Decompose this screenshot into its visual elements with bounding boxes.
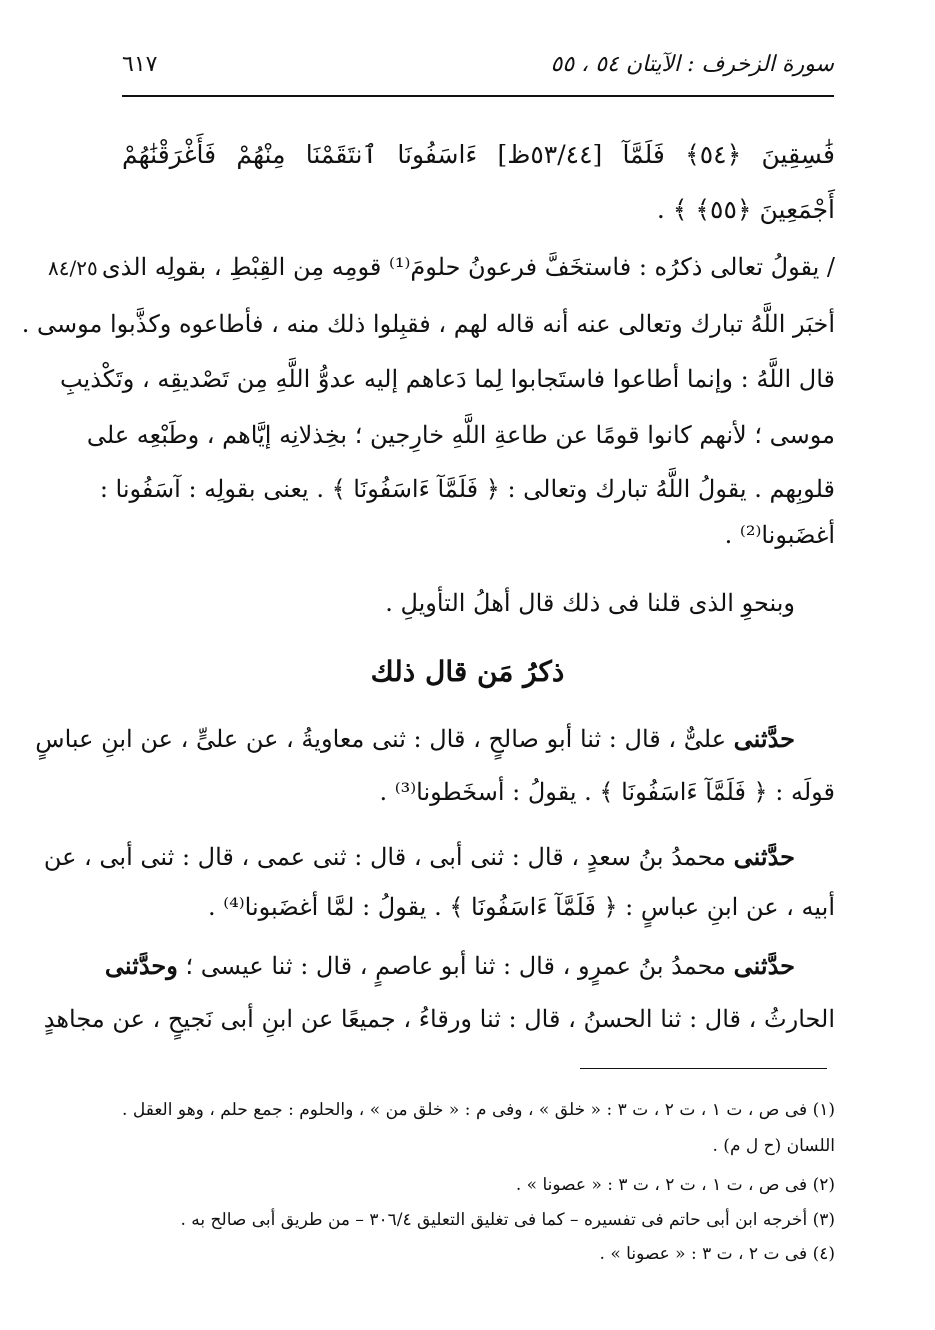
paragraph-line: قال اللَّهُ : وإنما أطاعوا فاستَجابوا لِما دَعاهم إليه عدوُّ اللَّهِ مِن تَصْديقِه ، وتَكْذيبِ [59, 365, 835, 393]
narration-opening: وحدَّثنى [104, 951, 178, 980]
page-header [122, 48, 834, 88]
footnote-line: (٤) فى ت ٢ ، ت ٣ : « عصونا » . [599, 1244, 835, 1264]
margin-page-marker: ٨٤/٢٥ [48, 256, 98, 280]
paragraph-line: موسى ؛ لأنهم كانوا قومًا عن طاعةِ اللَّهِ خارِجين ؛ بخِذلانِه إيَّاهم ، وطَبْعِه على [86, 421, 835, 449]
footnote-line: (٢) فى ص ، ت ١ ، ت ٢ ، ت ٣ : « عصونا » . [515, 1175, 835, 1195]
footnote-line: اللسان (ح ل م) . [712, 1136, 835, 1156]
header-divider [122, 95, 834, 97]
footnote-line: (١) فى ص ، ت ١ ، ت ٢ ، ت ٣ : « خلق » ، وفى م : « خلق من » ، والحلوم : جمع حلم ، وهو العقل . [122, 1100, 835, 1120]
paragraph-line: أخبَر اللَّهُ تبارك وتعالى عنه أنه قاله لهم ، فقبِلوا ذلك منه ، فأطاعوه وكذَّبوا موسى . [21, 310, 835, 338]
footnote-divider [580, 1068, 827, 1069]
surah-title: سورة الزخرف : الآيتان ٥٤ ، ٥٥ [550, 52, 834, 77]
paragraph-line: / يقولُ تعالى ذكرُه : فاستخَفَّ فرعونُ حلومَ⁽¹⁾ قومِه مِن القِبْطِ ، بقولِه الذى [101, 253, 835, 281]
narration-opening: حدَّثنى [733, 951, 795, 980]
section-heading: ذكرُ مَن قال ذلك [370, 655, 565, 688]
quran-verse-line-2: أَجْمَعِينَ ﴿٥٥﴾ ﴾ . [656, 195, 835, 224]
footnote-line: (٣) أخرجه ابن أبى حاتم فى تفسيره – كما فى تغليق التعليق ٣٠٦/٤ – من طريق أبى صالح به . [180, 1210, 835, 1230]
narration-line: قولَه : ﴿ فَلَمَّآ ءَاسَفُونَا ﴾ . يقولُ : أسخَطونا⁽³⁾ . [379, 778, 835, 806]
narration-line: حدَّثنى محمدُ بنُ سعدٍ ، قال : ثنى أبى ، قال : ثنى عمى ، قال : ثنى أبى ، عن [43, 842, 795, 871]
quran-verse-line-1: فَٰسِقِينَ ﴿٥٤﴾ فَلَمَّآ [٥٣/٤٤ظ] ءَاسَفُونَا ٱنتَقَمْنَا مِنْهُمْ فَأَغْرَقْنَٰهُمْ [122, 140, 836, 169]
paragraph-line: قلوبِهم . يقولُ اللَّهُ تبارك وتعالى : ﴿ فَلَمَّآ ءَاسَفُونَا ﴾ . يعنى بقولِه : آسَفُونا : [99, 475, 835, 503]
narration-line: حدَّثنى علىٌّ ، قال : ثنا أبو صالحٍ ، قال : ثنى معاويةُ ، عن علىٍّ ، عن ابنِ عباسٍ [35, 724, 795, 753]
paragraph-line: أغضَبونا⁽²⁾ . [724, 521, 835, 549]
paragraph-line: وبنحوِ الذى قلنا فى ذلك قال أهلُ التأويلِ . [385, 589, 795, 617]
narration-line: الحارثُ ، قال : ثنا الحسنُ ، قال : ثنا ورقاءُ ، جميعًا عن ابنِ أبى نَجيحٍ ، عن مجاهدٍ [43, 1005, 835, 1033]
narration-opening: حدَّثنى [733, 724, 795, 753]
page-number: ٦١٧ [122, 52, 158, 77]
narration-opening: حدَّثنى [733, 842, 795, 871]
narration-line: أبيه ، عن ابنِ عباسٍ : ﴿ فَلَمَّآ ءَاسَفُونَا ﴾ . يقولُ : لمَّا أغضَبونا⁽⁴⁾ . [207, 893, 835, 921]
narration-line: حدَّثنى محمدُ بنُ عمرٍو ، قال : ثنا أبو عاصمٍ ، قال : ثنا عيسى ؛ وحدَّثنى [104, 951, 795, 980]
